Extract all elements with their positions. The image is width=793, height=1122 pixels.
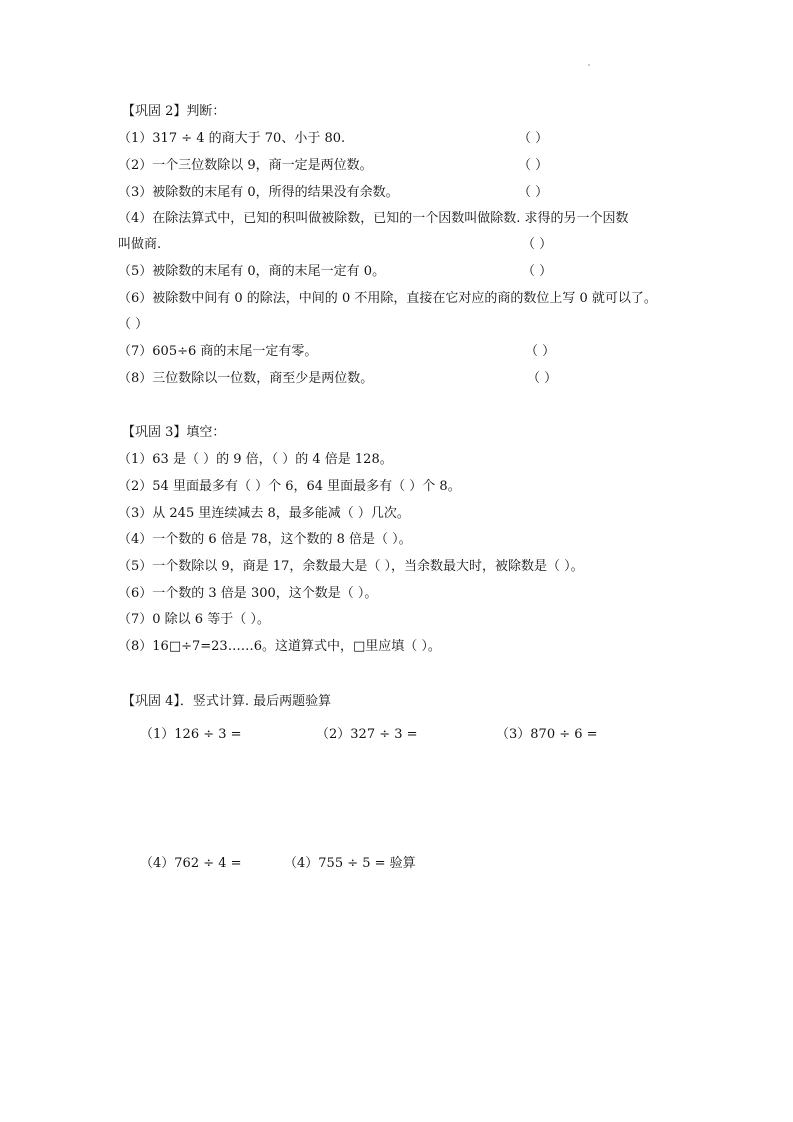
fill-item-5: （5）一个数除以 9，商是 17，余数最大是（ ），当余数最大时，被除数是（ ）。 — [118, 559, 584, 574]
answer-paren[interactable]: （ ） — [527, 371, 558, 386]
answer-paren[interactable]: （ ） — [522, 264, 553, 279]
section-3-heading: 【巩固 3】填空： — [122, 425, 226, 440]
calc-problem-4: （4）762 ÷ 4 = — [140, 856, 242, 871]
judge-item-1: （1）317 ÷ 4 的商大于 70、小于 80. — [118, 131, 346, 146]
answer-paren[interactable]: （ ） — [518, 131, 549, 146]
fill-item-1: （1）63 是（ ）的 9 倍，（ ）的 4 倍是 128。 — [118, 452, 393, 467]
calc-problem-5: （4）755 ÷ 5 = 验算 — [284, 856, 416, 871]
judge-item-5: （5）被除数的末尾有 0，商的末尾一定有 0。 — [118, 264, 386, 279]
fill-item-7: （7）0 除以 6 等于（ ）。 — [118, 612, 270, 627]
calc-problem-3: （3）870 ÷ 6 = — [496, 727, 598, 742]
section-4-heading: 【巩固 4】．竖式计算. 最后两题验算 — [122, 694, 332, 709]
judge-item-3: （3）被除数的末尾有 0，所得的结果没有余数。 — [118, 185, 399, 200]
answer-paren[interactable]: （ ） — [518, 185, 549, 200]
judge-item-7: （7）605÷6 商的末尾一定有零。 — [118, 344, 318, 359]
calc-problem-2: （2）327 ÷ 3 = — [316, 727, 418, 742]
answer-paren[interactable]: （ ） — [518, 158, 549, 173]
fill-item-3: （3）从 245 里连续减去 8，最多能减（ ）几次。 — [118, 506, 410, 521]
answer-paren[interactable]: （ ） — [525, 344, 556, 359]
answer-paren[interactable]: （ ） — [522, 237, 553, 252]
section-2-heading: 【巩固 2】判断： — [122, 104, 226, 119]
fill-item-2: （2）54 里面最多有（ ）个 6，64 里面最多有（ ）个 8。 — [118, 479, 461, 494]
fill-item-8: （8）16□÷7=23……6。这道算式中，□里应填（ ）。 — [118, 639, 441, 654]
fill-item-4: （4）一个数的 6 倍是 78，这个数的 8 倍是（ ）。 — [118, 532, 412, 547]
judge-item-2: （2）一个三位数除以 9，商一定是两位数。 — [118, 158, 373, 173]
calc-problem-1: （1）126 ÷ 3 = — [140, 727, 242, 742]
judge-item-4-cont: 叫做商. — [118, 237, 162, 252]
judge-item-6-paren[interactable]: （ ） — [118, 317, 149, 332]
judge-item-6: （6）被除数中间有 0 的除法，中间的 0 不用除，直接在它对应的商的数位上写 0 就可以了。 — [118, 291, 657, 306]
page-dot — [588, 64, 590, 66]
judge-item-8: （8）三位数除以一位数，商至少是两位数。 — [118, 371, 374, 386]
judge-item-4: （4）在除法算式中，已知的积叫做被除数，已知的一个因数叫做除数. 求得的另一个因数 — [118, 211, 629, 226]
fill-item-6: （6）一个数的 3 倍是 300，这个数是（ ）。 — [118, 586, 378, 601]
